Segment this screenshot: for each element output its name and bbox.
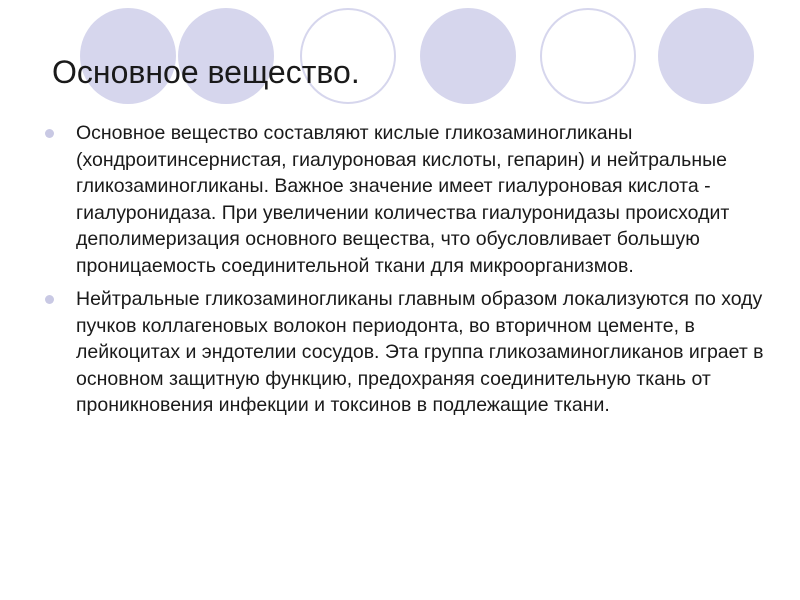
bullet-list: [44, 120, 764, 426]
decorative-circle-outline: [540, 8, 636, 104]
bullet-item: [44, 286, 764, 419]
decorative-circle-filled: [420, 8, 516, 104]
bullet-dot-icon: [45, 295, 54, 304]
bullet-text: Нейтральные гликозаминогликаны главным образом локализуются по ходу пучков коллагеновых волокон периодонта, во вторичном цементе, в лейкоцитах и эндотелии сосудов. Эта группа гликозаминогликанов играет в основном защитную функцию, предохраняя соединительную ткань от проникновения инфекции и токсинов в подлежащие ткани.: [76, 288, 764, 416]
bullet-item: [44, 120, 764, 279]
bullet-text: Основное вещество составляют кислые гликозаминогликаны (хондроитинсернистая, гиалуроновая кислоты, гепарин) и нейтральные гликозаминогликаны. Важное значение имеет гиалуроновая кислота - гиалуронидаза. При увеличении количества гиалуронидазы происходит деполимеризация основного вещества, что обусловливает большую проницаемость соединительной ткани для микроорганизмов.: [76, 122, 730, 277]
slide-title: Основное вещество.: [52, 54, 360, 90]
bullet-dot-icon: [45, 129, 54, 138]
decorative-circle-filled: [658, 8, 754, 104]
